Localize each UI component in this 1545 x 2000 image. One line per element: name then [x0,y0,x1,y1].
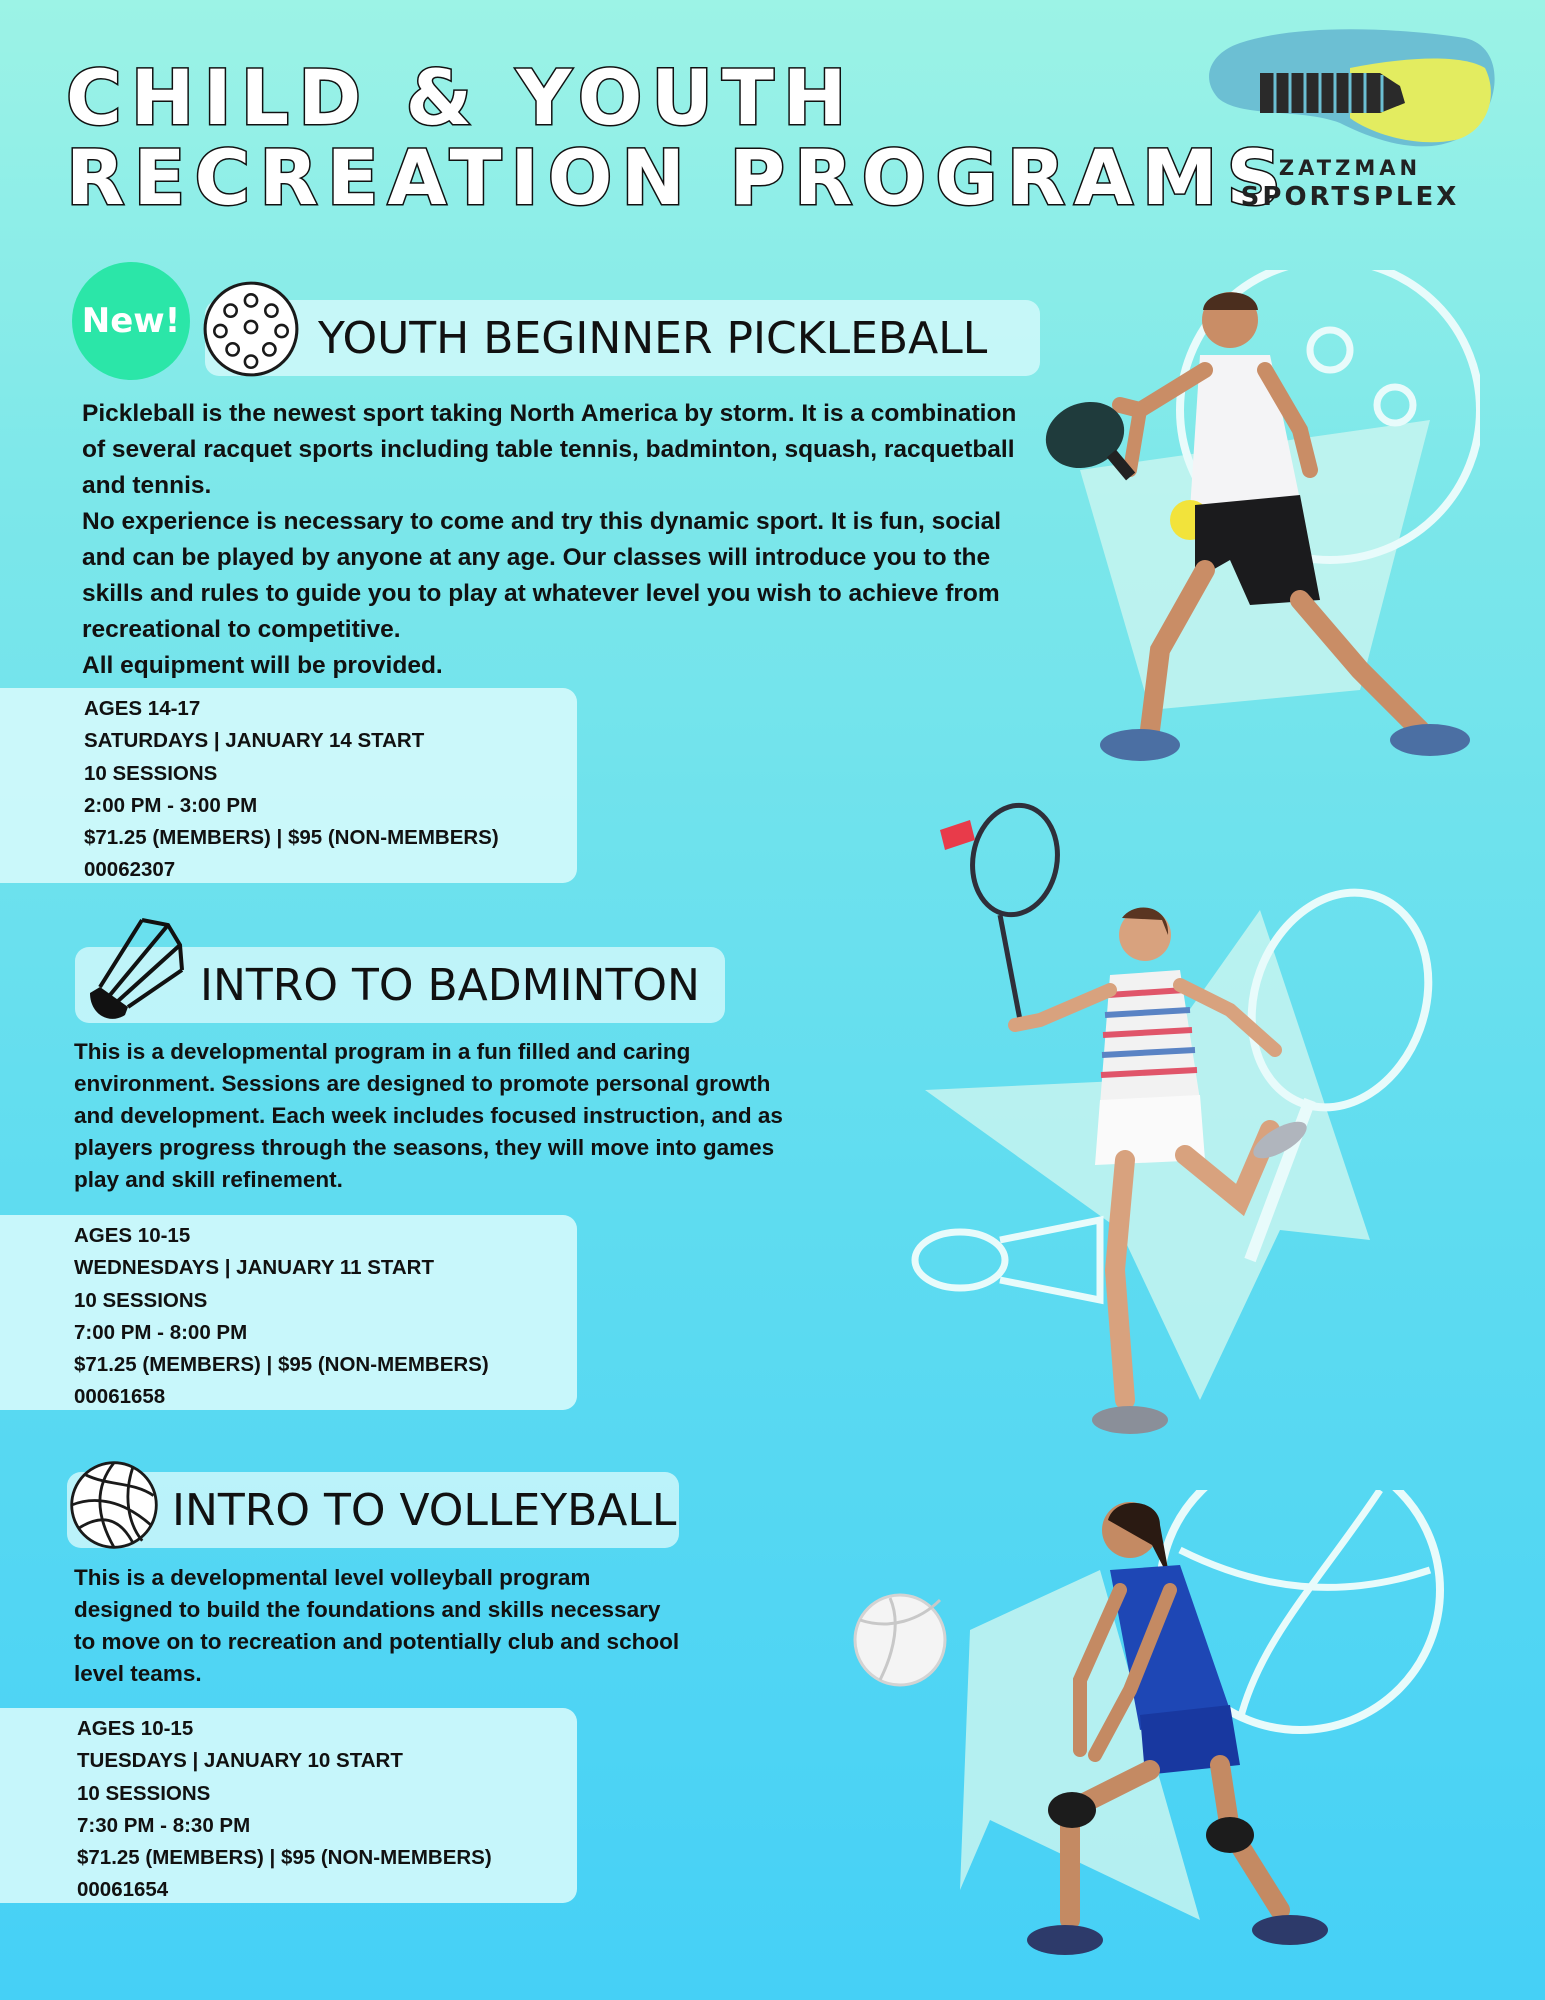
volleyball-schedule: TUESDAYS | JANUARY 10 START [77,1749,403,1773]
volleyball-details-card [0,1708,577,1903]
volleyball-description-p1: This is a developmental level volleyball program designed to build the foundations and skills necessary to move on to recreation and potentially club and school level teams. [74,1565,680,1686]
badminton-details-card [0,1215,577,1410]
shuttlecock-icon [70,915,185,1025]
logo-graphic-icon [1200,28,1500,158]
badminton-schedule: WEDNESDAYS | JANUARY 11 START [74,1256,435,1280]
pickleball-code: 00062307 [84,858,176,882]
new-badge: New! [72,262,190,380]
badminton-sessions: 10 SESSIONS [74,1288,208,1312]
logo-text-zatzman: ZATZMAN [1278,156,1422,180]
pickleball-title: YOUTH BEGINNER PICKLEBALL [318,312,988,364]
badminton-time: 7:00 PM - 8:00 PM [74,1320,248,1344]
pickleball-sessions: 10 SESSIONS [84,761,218,785]
pickleball-description-p3: All equipment will be provided. [82,652,443,679]
volleyball-ages: AGES 10-15 [77,1717,194,1740]
pickleball-title-pill [205,300,1040,376]
page-title-line2: RECREATION PROGRAMS [66,133,1291,222]
badminton-price: $71.25 (MEMBERS) | $95 (NON-MEMBERS) [74,1353,489,1377]
badminton-description-p1: This is a developmental program in a fun filled and caring environment. Sessions are designed to promote personal growth and development. Each week includes focused instruction, and as players progress through the seasons, they will move into games play and skill refinement. [74,1039,783,1192]
pickleball-description-p1: Pickleball is the newest sport taking North America by storm. It is a combination of several racquet sports including table tennis, badminton, squash, racquetball and tennis. [82,400,1017,499]
pickleball-icon [200,278,302,380]
pickleball-details-card [0,688,577,883]
volleyball-code: 00061654 [77,1878,169,1902]
volleyball-title-pill [67,1472,679,1548]
volleyball-icon [67,1458,161,1552]
volleyball-sessions: 10 SESSIONS [77,1781,211,1805]
badminton-code: 00061658 [74,1385,166,1409]
volleyball-time: 7:30 PM - 8:30 PM [77,1813,251,1837]
volleyball-title: INTRO TO VOLLEYBALL [172,1484,677,1536]
volleyball-price: $71.25 (MEMBERS) | $95 (NON-MEMBERS) [77,1846,492,1870]
badminton-title: INTRO TO BADMINTON [200,959,700,1011]
pickleball-ages: AGES 14-17 [84,697,201,720]
volleyball-description [74,1562,684,1690]
zatzman-sportsplex-logo [1200,28,1500,228]
volleyball-player-illustration [840,1490,1460,2000]
logo-text-sportsplex: SPORTSPLEX [1240,182,1460,212]
pickleball-description-p2: No experience is necessary to come and try this dynamic sport. It is fun, social and can be played by anyone at any age. Our classes will introduce you to the skills and rules to guide you to play at whatever level you wish to achieve from recreational to competitive. [82,508,1002,643]
badminton-title-pill [75,947,725,1023]
page-title-line1: CHILD & YOUTH [66,53,856,142]
badminton-player-illustration [900,800,1460,1460]
pickleball-time: 2:00 PM - 3:00 PM [84,793,258,817]
pickleball-player-illustration [1000,270,1480,790]
badminton-ages: AGES 10-15 [74,1224,191,1247]
badminton-description [74,1036,784,1196]
pickleball-description [82,396,1022,684]
pickleball-schedule: SATURDAYS | JANUARY 14 START [84,729,425,753]
pickleball-price: $71.25 (MEMBERS) | $95 (NON-MEMBERS) [84,826,499,850]
page-title [66,53,1291,222]
